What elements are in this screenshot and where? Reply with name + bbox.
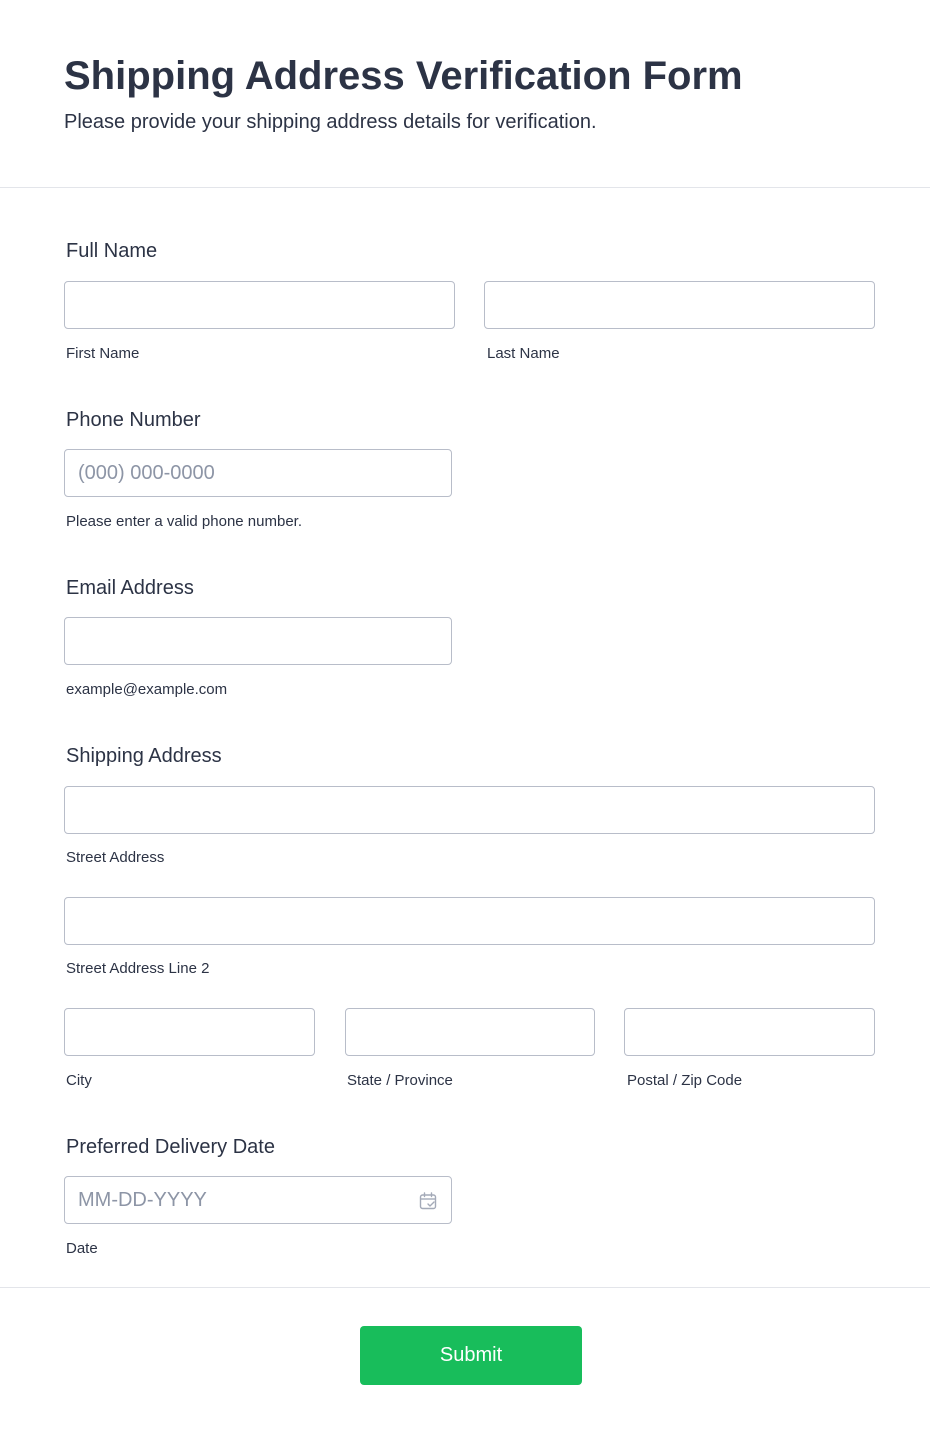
postal-zip-input[interactable] xyxy=(624,1008,875,1056)
street-address-line2-sublabel: Street Address Line 2 xyxy=(66,960,210,977)
submit-button[interactable]: Submit xyxy=(360,1326,582,1385)
delivery-date-label: Preferred Delivery Date xyxy=(66,1136,275,1158)
calendar-icon[interactable] xyxy=(419,1192,437,1210)
phone-number-label: Phone Number xyxy=(66,409,201,431)
delivery-date-input[interactable] xyxy=(64,1176,452,1224)
state-province-sublabel: State / Province xyxy=(347,1072,453,1089)
first-name-sublabel: First Name xyxy=(66,345,140,362)
phone-number-hint: Please enter a valid phone number. xyxy=(66,513,302,530)
street-address-line2-input[interactable] xyxy=(64,897,875,945)
phone-number-input[interactable] xyxy=(64,449,452,497)
email-address-label: Email Address xyxy=(66,577,194,599)
form-subtitle: Please provide your shipping address details for verification. xyxy=(64,111,597,133)
state-province-input[interactable] xyxy=(345,1008,595,1056)
city-sublabel: City xyxy=(66,1072,92,1089)
form-header xyxy=(0,0,930,188)
shipping-address-label: Shipping Address xyxy=(66,745,222,767)
street-address-input[interactable] xyxy=(64,786,875,834)
first-name-input[interactable] xyxy=(64,281,455,329)
full-name-label: Full Name xyxy=(66,240,158,262)
city-input[interactable] xyxy=(64,1008,315,1056)
email-input[interactable] xyxy=(64,617,452,665)
street-address-sublabel: Street Address xyxy=(66,849,165,866)
footer-divider xyxy=(0,1287,930,1288)
delivery-date-sublabel: Date xyxy=(66,1240,98,1257)
postal-zip-sublabel: Postal / Zip Code xyxy=(627,1072,743,1089)
form-title: Shipping Address Verification Form xyxy=(64,54,743,98)
last-name-input[interactable] xyxy=(484,281,875,329)
last-name-sublabel: Last Name xyxy=(487,345,560,362)
email-hint: example@example.com xyxy=(66,681,228,698)
